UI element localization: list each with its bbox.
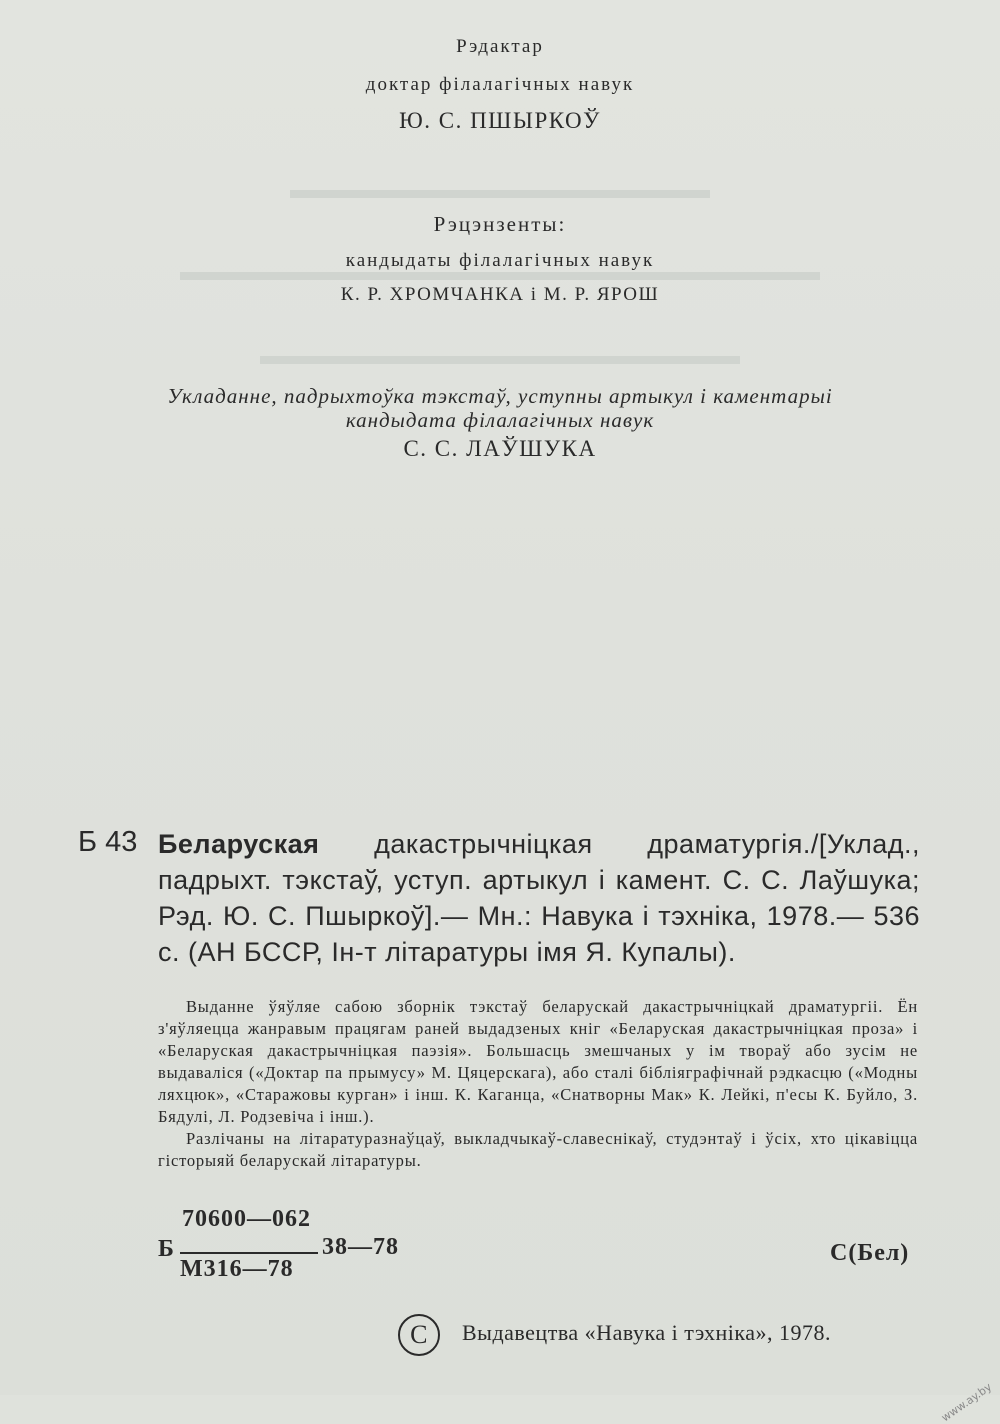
catalog-entry-text: дакастрычніцкая драматургія./[Уклад., падрыхт. тэкстаў, уступ. артыкул і камент. С. С. Лаўшука; Рэд. Ю. С. Пшыркоў].— Мн.: Навука і тэхніка, 1978.— 536 с. (АН БССР, Ін-т літаратуры імя Я. Купалы). xyxy=(158,829,920,967)
reviewers-heading: Рэцэнзенты: xyxy=(433,212,567,236)
annotation-paragraph-2: Разлічаны на літаратуразнаўцаў, выкладчыкаў-славеснікаў, студэнтаў і ўсіх, хто цікавіцца гісторыяй беларускай літаратуры. xyxy=(158,1129,918,1170)
reviewers-degree: кандыдаты філалагічных навук xyxy=(345,250,655,271)
index-numerator: 70600—062 xyxy=(182,1206,311,1232)
compiler-line1: Укладанне, падрыхтоўка тэкстаў, уступны артыкул і каментарыі xyxy=(167,384,833,408)
index-suffix: 38—78 xyxy=(322,1234,399,1260)
watermark: www.ay.by xyxy=(938,1380,994,1424)
copyright-line xyxy=(398,1314,831,1356)
copyright-text: Выдавецтва «Навука і тэхніка», 1978. xyxy=(462,1320,831,1346)
annotation xyxy=(158,996,918,1172)
catalog-code: Б 43 xyxy=(78,826,138,858)
compiler-name: С. С. ЛАЎШУКА xyxy=(403,436,597,461)
compiler-line2: кандыдата філалагічных навук xyxy=(345,408,655,432)
reviewers-names: К. Р. ХРОМЧАНКА і М. Р. ЯРОШ xyxy=(340,284,660,305)
catalog-title-bold: Беларуская xyxy=(158,829,320,859)
editor-heading: Рэдактар xyxy=(456,36,544,57)
index-fraction-line xyxy=(180,1252,318,1254)
index-prefix: Б xyxy=(158,1236,175,1262)
editor-degree: доктар філалагічных навук xyxy=(365,74,635,95)
editor-name: Ю. С. ПШЫРКОЎ xyxy=(399,108,601,133)
catalog-entry xyxy=(158,826,920,970)
index-denominator: М316—78 xyxy=(180,1256,294,1282)
copyright-icon: C xyxy=(398,1314,440,1356)
index-right-code: С(Бел) xyxy=(830,1240,910,1266)
annotation-paragraph-1: Выданне ўяўляе сабою зборнік тэкстаў беларускай дакастрычніцкай драматургіі. Ён з'яўляецца жанравым працягам раней выдадзеных кніг «Беларуская дакастрычніцкая проза» і «Беларуская дакастрычніцкая паэзія». Большасць змешчаных у ім твораў або зусім не выдаваліся («Доктар па прымусу» М. Цяцерскага), або сталі бібліяграфічнай рэдкасцю («Модны ляхцюк», «Старажовы курган» і інш. К. Каганца, «Снатворны Мак» К. Лейкі, п'есы К. Буйло, З. Бядулі, Л. Родзевіча і інш.). xyxy=(158,997,918,1126)
